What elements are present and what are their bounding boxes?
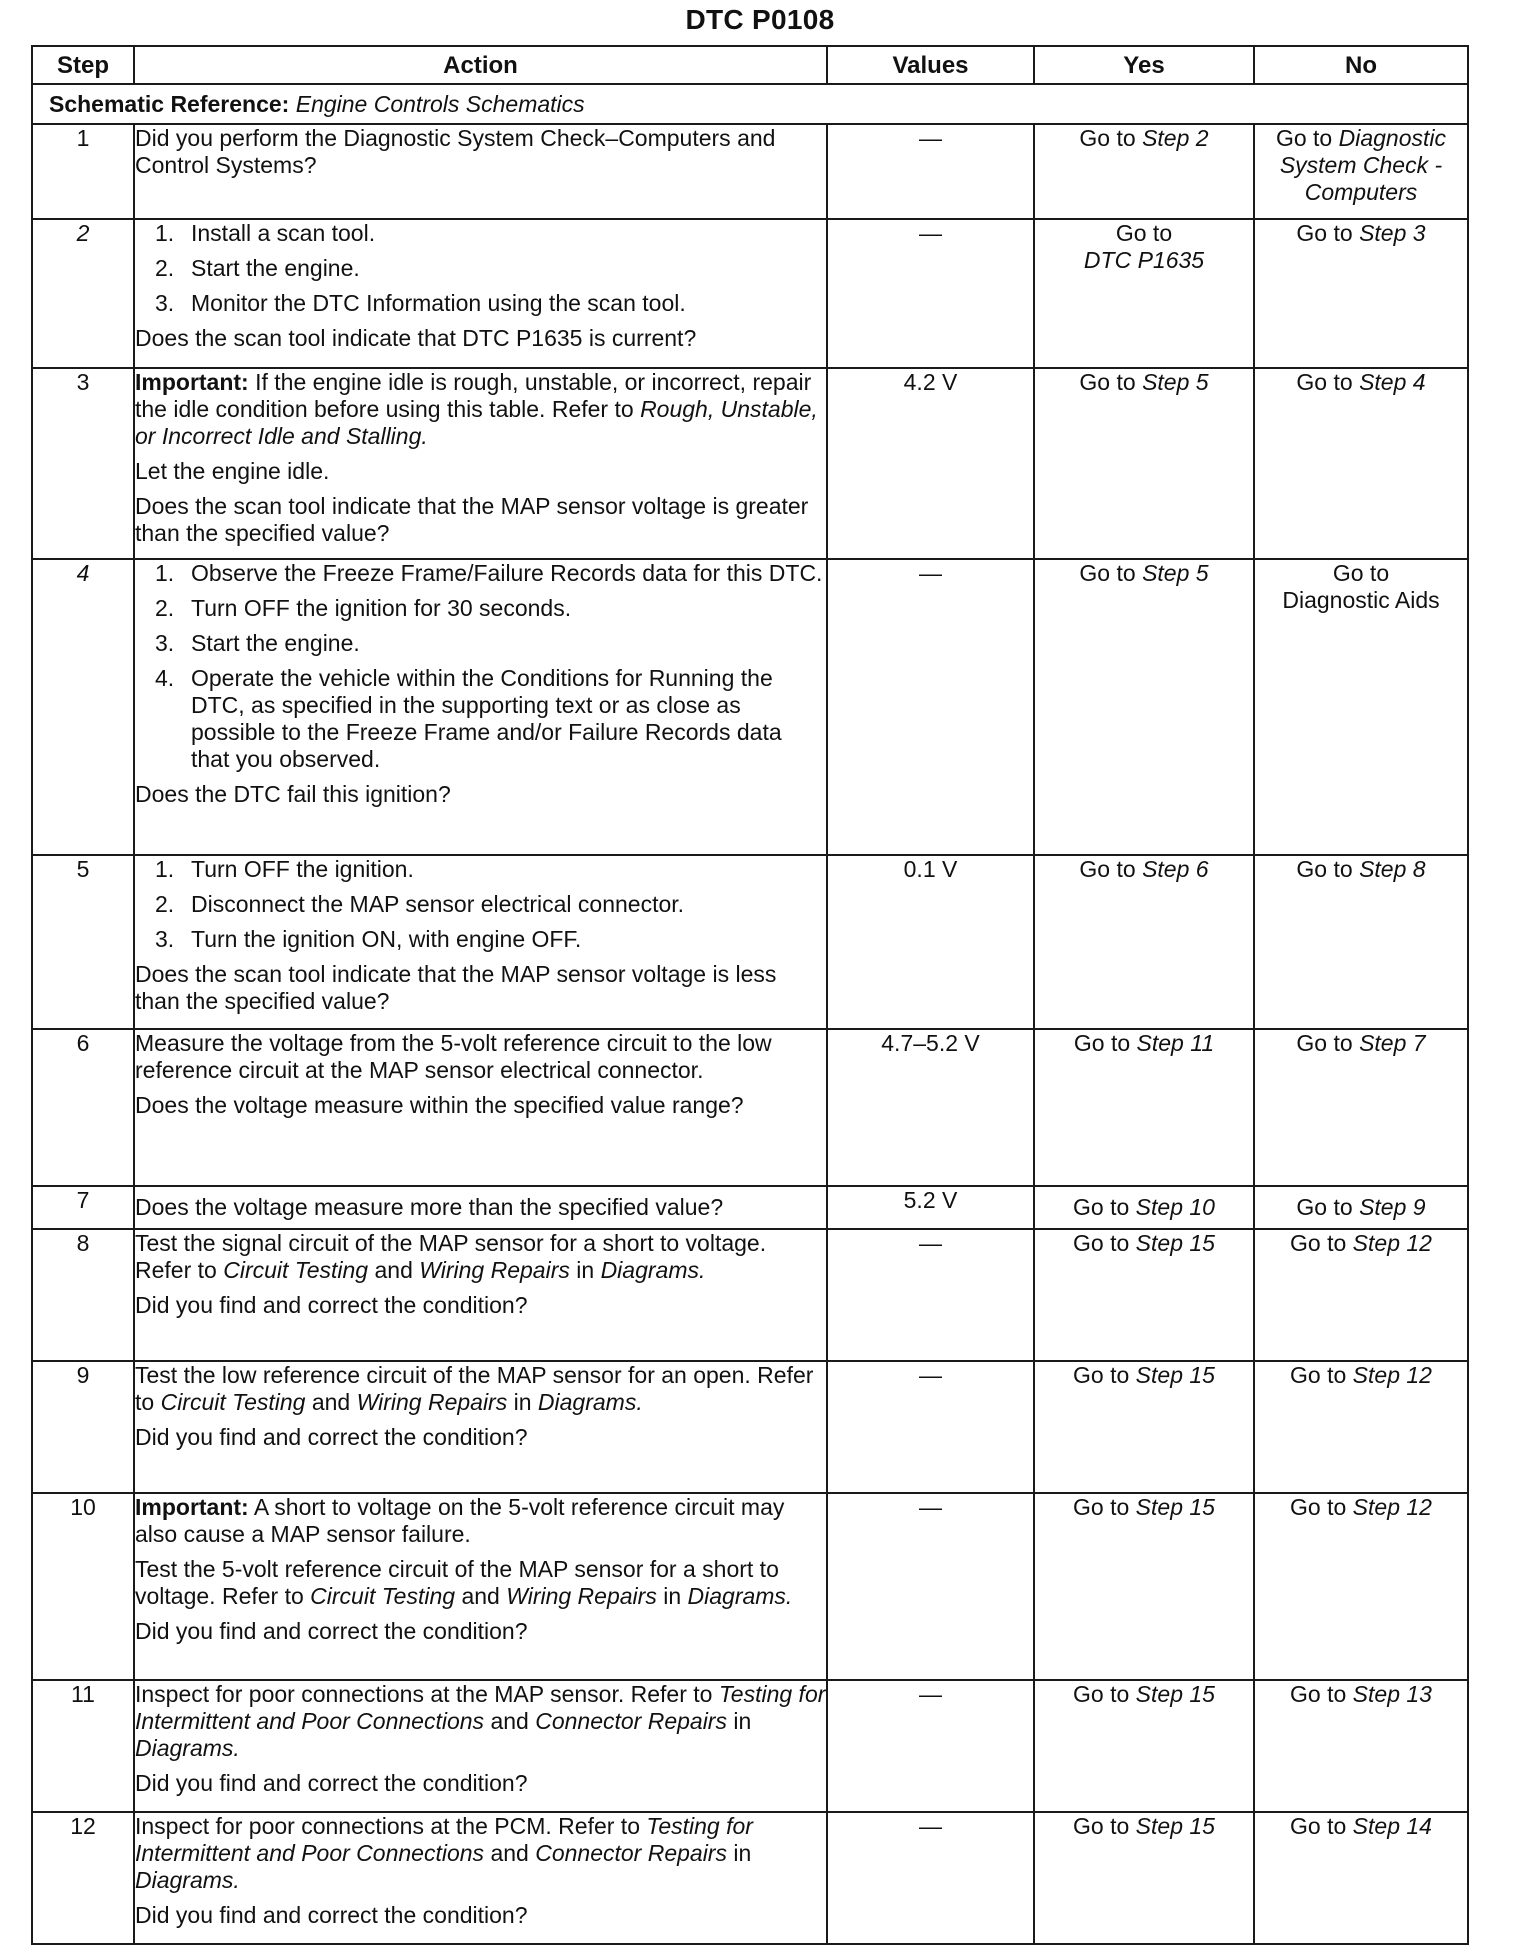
no-cell: Go to Step 9: [1254, 1186, 1468, 1229]
no-cell: Go to Diagnostic Aids: [1254, 559, 1468, 855]
list-item: 1. Install a scan tool.: [155, 220, 376, 246]
yes-cell: Go to Step 6: [1034, 855, 1254, 1029]
action-question: Does the voltage measure more than the specified value?: [135, 1194, 724, 1220]
table-row: [32, 1229, 1468, 1361]
yes-cell: Go to Step 15: [1034, 1229, 1254, 1361]
value-cell: —: [827, 1680, 1034, 1812]
diagnostic-table: [31, 45, 1469, 1945]
action-cell: [134, 1029, 827, 1186]
step-number: 8: [32, 1229, 134, 1361]
step-number: 7: [32, 1186, 134, 1229]
table-row: [32, 1680, 1468, 1812]
no-cell: Go to Step 12: [1254, 1361, 1468, 1493]
no-cell: Go to Step 13: [1254, 1680, 1468, 1812]
table-row: [32, 1493, 1468, 1680]
value-cell: —: [827, 124, 1034, 219]
table-row: [32, 368, 1468, 559]
no-cell: Go to Diagnostic System Check - Computers: [1254, 124, 1468, 219]
list-item: 3. Turn the ignition ON, with engine OFF.: [155, 926, 582, 952]
step-number: 2: [32, 219, 134, 368]
step-number: 10: [32, 1493, 134, 1680]
header-values: Values: [827, 46, 1034, 84]
action-question: Does the DTC fail this ignition?: [135, 781, 451, 807]
step-number: 1: [32, 124, 134, 219]
action-question: Did you find and correct the condition?: [135, 1292, 528, 1318]
no-cell: Go to Step 4: [1254, 368, 1468, 559]
step-number: 12: [32, 1812, 134, 1944]
step-number: 9: [32, 1361, 134, 1493]
action-list: [135, 220, 826, 317]
action-text: Test the signal circuit of the MAP sensor for a short to voltage. Refer to Circuit Testing and Wiring Repairs in Diagrams.: [135, 1230, 767, 1283]
table-row: [32, 1186, 1468, 1229]
action-cell: [134, 1680, 827, 1812]
yes-cell: Go to Step 10: [1034, 1186, 1254, 1229]
schematic-label: Schematic Reference:: [49, 90, 290, 117]
step-number: 6: [32, 1029, 134, 1186]
value-cell: —: [827, 1493, 1034, 1680]
action-question: Did you find and correct the condition?: [135, 1424, 528, 1450]
table-row: [32, 1812, 1468, 1944]
yes-cell: Go to Step 5: [1034, 559, 1254, 855]
action-text: Measure the voltage from the 5-volt reference circuit to the low reference circuit at the MAP sensor electrical connector.: [135, 1030, 772, 1083]
schematic-reference: [32, 84, 1468, 124]
list-item: 2. Turn OFF the ignition for 30 seconds.: [155, 595, 572, 621]
value-cell: —: [827, 1361, 1034, 1493]
list-item: 2. Disconnect the MAP sensor electrical connector.: [155, 891, 685, 917]
step-number: 5: [32, 855, 134, 1029]
value-cell: 5.2 V: [827, 1186, 1034, 1229]
page-title: DTC P0108: [685, 4, 835, 35]
step-number: 4: [32, 559, 134, 855]
yes-cell: Go to Step 15: [1034, 1680, 1254, 1812]
no-cell: Go to Step 3: [1254, 219, 1468, 368]
yes-cell: Go to Step 15: [1034, 1812, 1254, 1944]
value-cell: 4.7–5.2 V: [827, 1029, 1034, 1186]
action-text: Inspect for poor connections at the PCM. Refer to Testing for Intermittent and Poor Connections and Connector Repairs in Diagrams.: [135, 1813, 753, 1893]
action-question: Did you find and correct the condition?: [135, 1770, 528, 1796]
list-item: 4. Operate the vehicle within the Conditions for Running the DTC, as specified in the supporting text or as close as possible to the Freeze Frame and/or Failure Records data that you observed.: [155, 665, 782, 772]
no-cell: Go to Step 8: [1254, 855, 1468, 1029]
action-cell: [134, 1493, 827, 1680]
table-row: [32, 124, 1468, 219]
action-cell: [134, 855, 827, 1029]
value-cell: 0.1 V: [827, 855, 1034, 1029]
list-item: 2. Start the engine.: [155, 255, 360, 281]
action-cell: [134, 1229, 827, 1361]
action-question: Did you find and correct the condition?: [135, 1618, 528, 1644]
yes-cell: Go to Step 15: [1034, 1493, 1254, 1680]
table-row: [32, 559, 1468, 855]
action-text: Test the low reference circuit of the MAP sensor for an open. Refer to Circuit Testing and Wiring Repairs in Diagrams.: [135, 1362, 814, 1415]
action-list: [135, 856, 826, 953]
table-row: [32, 855, 1468, 1029]
action-cell: [134, 1812, 827, 1944]
list-item: 3. Start the engine.: [155, 630, 360, 656]
value-cell: —: [827, 219, 1034, 368]
header-no: No: [1254, 46, 1468, 84]
yes-cell: Go to Step 2: [1034, 124, 1254, 219]
important-note: Important: If the engine idle is rough, unstable, or incorrect, repair the idle condition before using this table. Refer to Rough, Unstable, or Incorrect Idle and Stalling.: [135, 369, 818, 449]
step-number: 11: [32, 1680, 134, 1812]
value-cell: —: [827, 1229, 1034, 1361]
action-list: [135, 560, 826, 773]
important-note: Important: A short to voltage on the 5-volt reference circuit may also cause a MAP sensor failure.: [135, 1494, 785, 1547]
yes-cell: Go to Step 11: [1034, 1029, 1254, 1186]
header-step: Step: [32, 46, 134, 84]
action-question: Does the scan tool indicate that the MAP sensor voltage is less than the specified value?: [135, 961, 777, 1014]
header-row: [32, 46, 1468, 84]
no-cell: Go to Step 12: [1254, 1493, 1468, 1680]
table-row: [32, 1029, 1468, 1186]
no-cell: Go to Step 7: [1254, 1029, 1468, 1186]
action-cell: [134, 559, 827, 855]
action-question: Does the scan tool indicate that DTC P1635 is current?: [135, 325, 697, 351]
yes-cell: Go to Step 15: [1034, 1361, 1254, 1493]
schematic-row: [32, 84, 1468, 124]
list-item: 1. Observe the Freeze Frame/Failure Records data for this DTC.: [155, 560, 823, 586]
action-cell: [134, 124, 827, 219]
action-cell: [134, 368, 827, 559]
step-number: 3: [32, 368, 134, 559]
header-action: Action: [134, 46, 827, 84]
list-item: 1. Turn OFF the ignition.: [155, 856, 414, 882]
value-cell: —: [827, 559, 1034, 855]
list-item: 3. Monitor the DTC Information using the scan tool.: [155, 290, 686, 316]
action-question: Did you find and correct the condition?: [135, 1902, 528, 1928]
action-text: Let the engine idle.: [135, 458, 330, 484]
schematic-link: Engine Controls Schematics: [295, 90, 585, 117]
action-question: Did you perform the Diagnostic System Check–Computers and Control Systems?: [135, 125, 776, 178]
action-question: Does the voltage measure within the specified value range?: [135, 1092, 744, 1118]
action-cell: [134, 219, 827, 368]
action-text: Inspect for poor connections at the MAP sensor. Refer to Testing for Intermittent and Poor Connections and Connector Repairs in Diagrams.: [135, 1681, 826, 1761]
table-row: [32, 219, 1468, 368]
no-cell: Go to Step 14: [1254, 1812, 1468, 1944]
no-cell: Go to Step 12: [1254, 1229, 1468, 1361]
action-text: Test the 5-volt reference circuit of the MAP sensor for a short to voltage. Refer to Circuit Testing and Wiring Repairs in Diagrams.: [135, 1556, 793, 1609]
table-row: [32, 1361, 1468, 1493]
action-question: Does the scan tool indicate that the MAP sensor voltage is greater than the specified value?: [135, 493, 809, 546]
value-cell: —: [827, 1812, 1034, 1944]
value-cell: 4.2 V: [827, 368, 1034, 559]
action-cell: [134, 1186, 827, 1229]
action-cell: [134, 1361, 827, 1493]
yes-cell: Go to DTC P1635: [1034, 219, 1254, 368]
yes-cell: Go to Step 5: [1034, 368, 1254, 559]
header-yes: Yes: [1034, 46, 1254, 84]
